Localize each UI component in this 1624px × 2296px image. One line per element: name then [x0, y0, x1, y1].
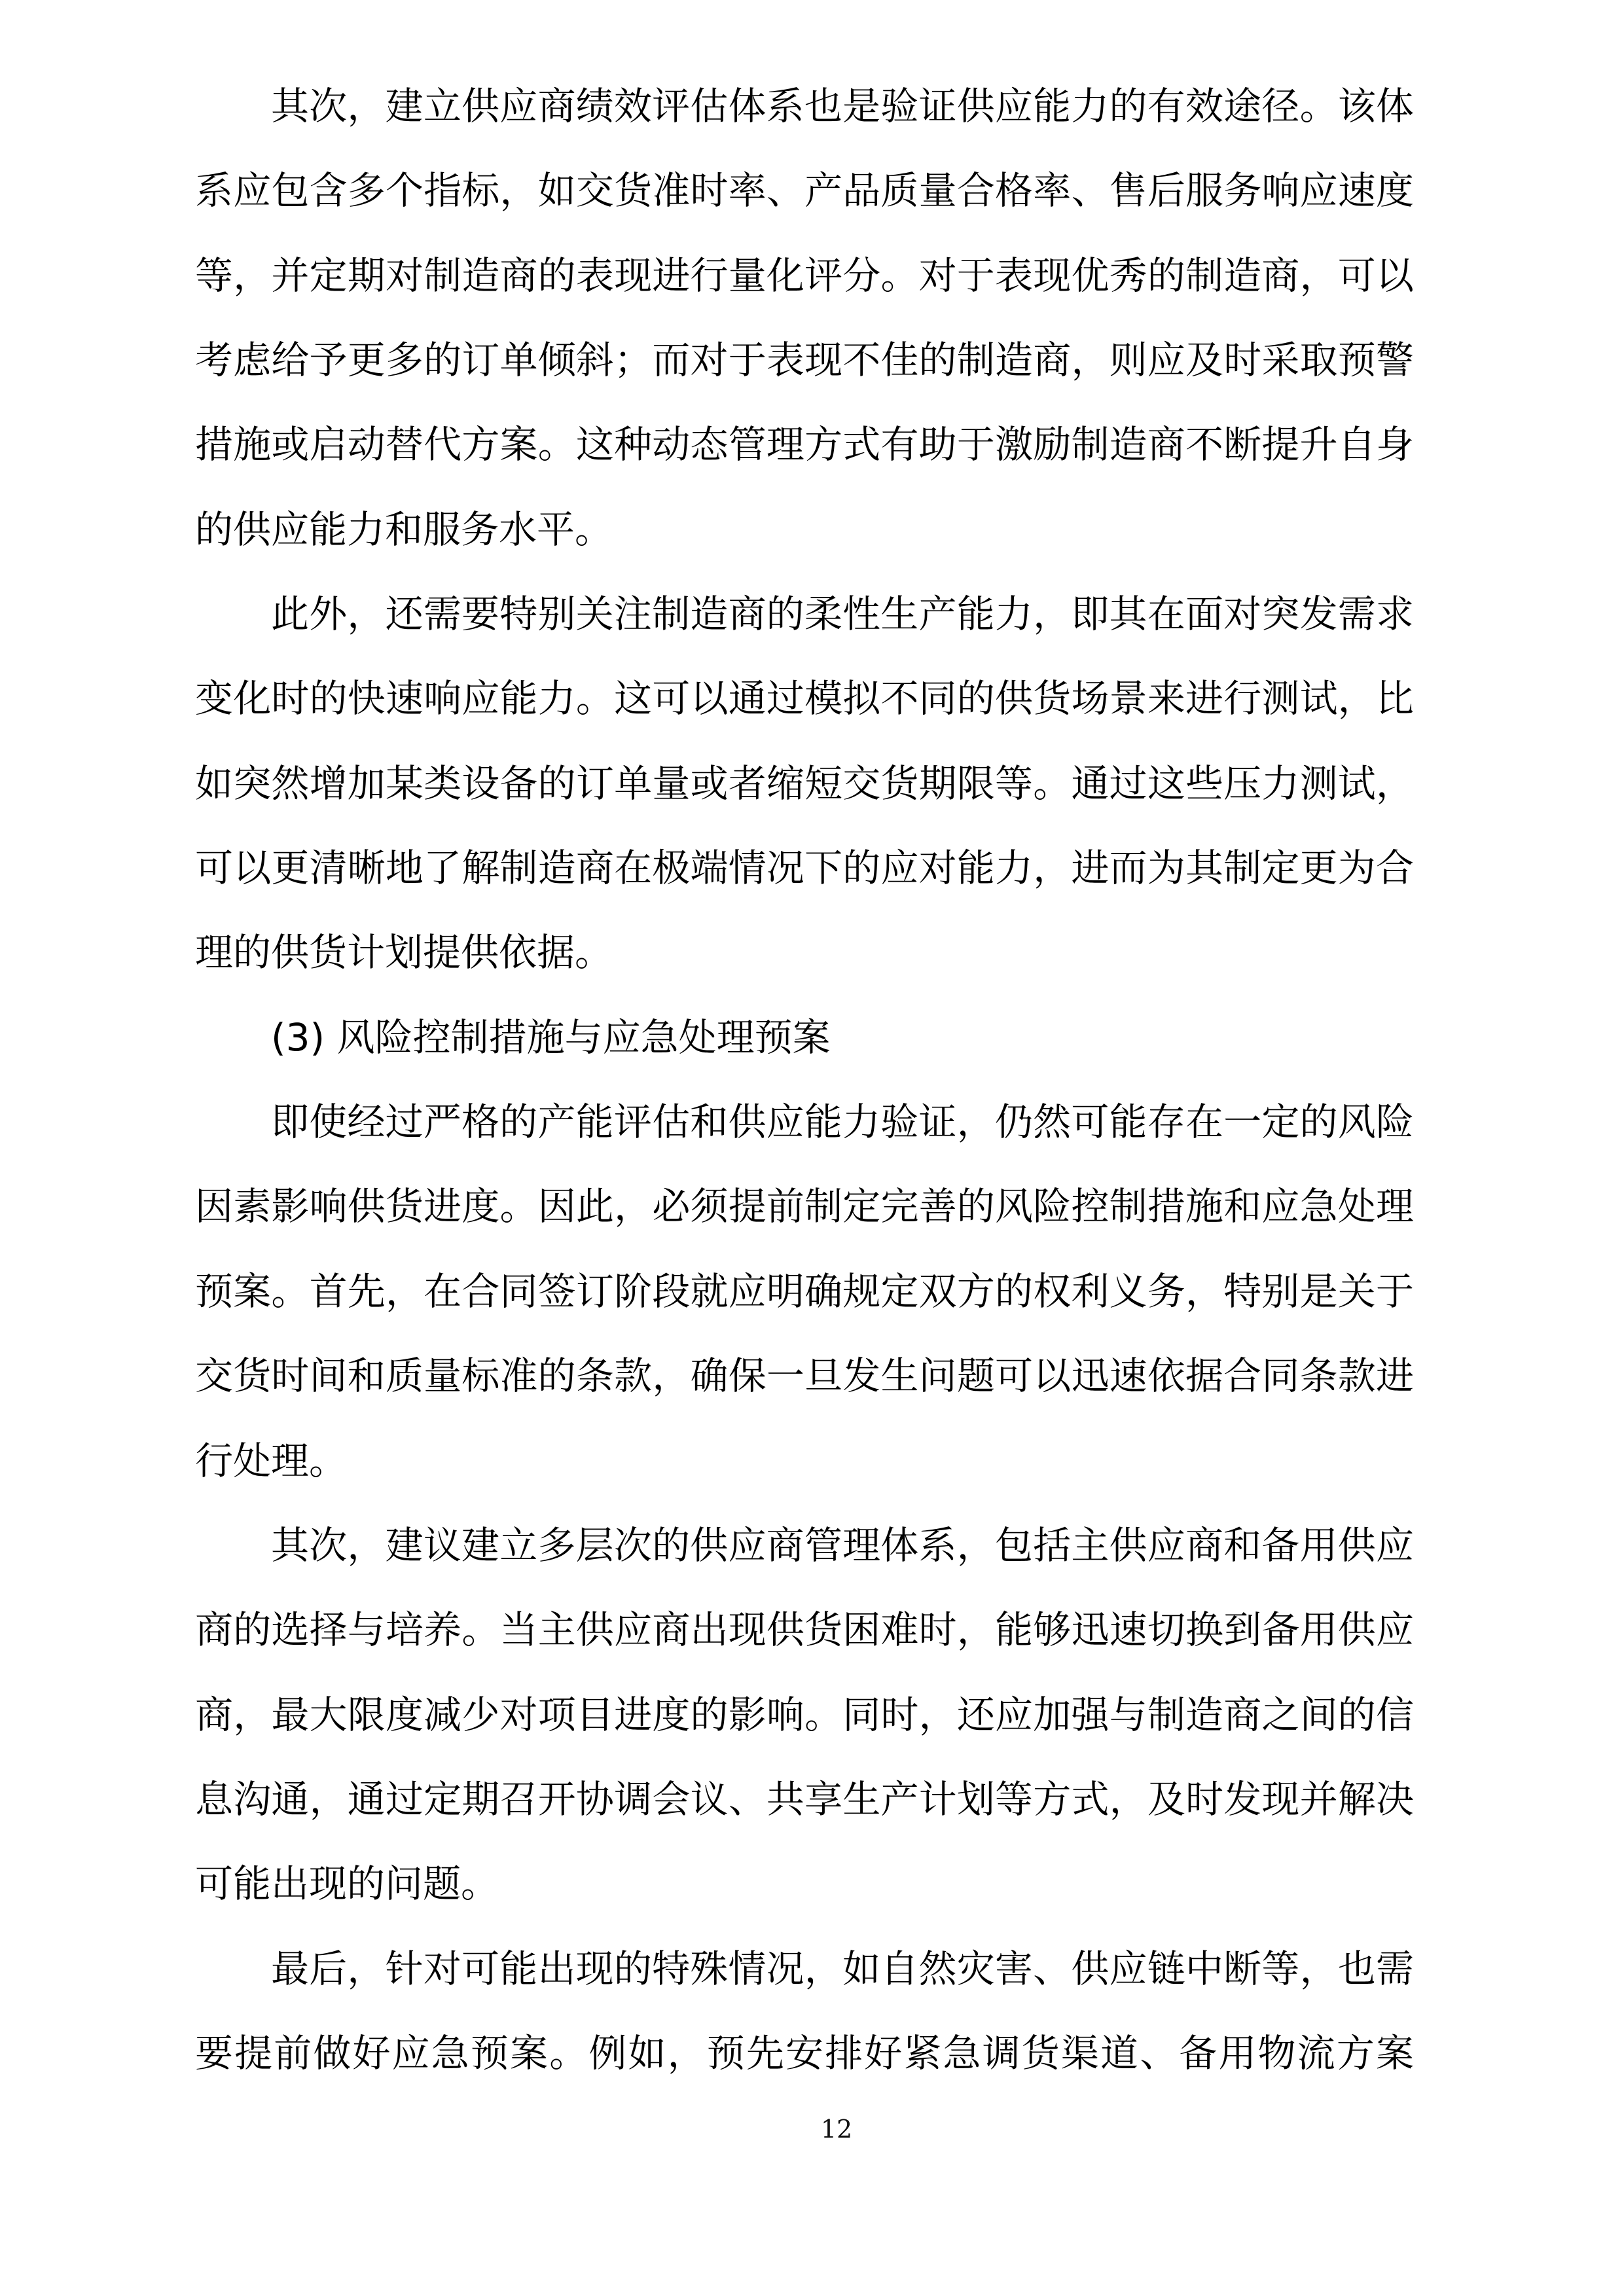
paragraph-1-line-6: 的供应能力和服务水平。 [195, 507, 613, 552]
paragraph-5-line-2: 要提前做好应急预案。例如，预先安排好紧急调货渠道、备用物流方案 [195, 2030, 1414, 2075]
paragraph-3-line-1: 即使经过严格的产能评估和供应能力验证，仍然可能存在一定的风险 [271, 1100, 1414, 1145]
paragraph-1-line-2: 系应包含多个指标，如交货准时率、产品质量合格率、售后服务响应速度 [195, 168, 1414, 213]
paragraph-1-line-5: 措施或启动替代方案。这种动态管理方式有助于激励制造商不断提升自身 [195, 422, 1414, 467]
paragraph-2-line-1: 此外，还需要特别关注制造商的柔性生产能力，即其在面对突发需求 [271, 592, 1414, 637]
paragraph-3-line-2: 因素影响供货进度。因此，必须提前制定完善的风险控制措施和应急处理 [195, 1184, 1414, 1229]
paragraph-2-line-2: 变化时的快速响应能力。这可以通过模拟不同的供货场景来进行测试，比 [195, 676, 1414, 721]
paragraph-1-line-4: 考虑给予更多的订单倾斜；而对于表现不佳的制造商，则应及时采取预警 [195, 338, 1414, 383]
page-number: 12 [820, 2115, 853, 2144]
section-heading [195, 996, 1414, 1080]
paragraph-4-line-4: 息沟通，通过定期召开协调会议、共享生产计划等方式，及时发现并解决 [195, 1776, 1414, 1821]
paragraph-2-line-3: 如突然增加某类设备的订单量或者缩短交货期限等。通过这些压力测试， [195, 761, 1414, 806]
paragraph-4-line-1: 其次，建议建立多层次的供应商管理体系，包括主供应商和备用供应 [271, 1522, 1414, 1568]
paragraph-4-line-2: 商的选择与培养。当主供应商出现供货困难时，能够迅速切换到备用供应 [195, 1607, 1414, 1653]
section-title: 风险控制措施与应急处理预案 [336, 1014, 831, 1060]
body-text [195, 64, 1414, 2096]
paragraph-4-line-3: 商，最大限度减少对项目进度的影响。同时，还应加强与制造商之间的信 [195, 1692, 1414, 1737]
paragraph-3-line-5: 行处理。 [195, 1438, 348, 1483]
paragraph-3-line-4: 交货时间和质量标准的条款，确保一旦发生问题可以迅速依据合同条款进 [195, 1354, 1414, 1399]
paragraph-1-line-1: 其次，建立供应商绩效评估体系也是验证供应能力的有效途径。该体 [271, 84, 1414, 128]
paragraph-4-line-5: 可能出现的问题。 [195, 1861, 499, 1907]
paragraph-1-line-3: 等，并定期对制造商的表现进行量化评分。对于表现优秀的制造商，可以 [195, 253, 1414, 298]
paragraph-5-line-1: 最后，针对可能出现的特殊情况，如自然灾害、供应链中断等，也需 [271, 1946, 1414, 1991]
section-number: (3) [271, 1014, 325, 1060]
paragraph-3-line-3: 预案。首先，在合同签订阶段就应明确规定双方的权利义务，特别是关于 [195, 1268, 1414, 1314]
paragraph-2-line-5: 理的供货计划提供依据。 [195, 930, 613, 975]
paragraph-2-line-4: 可以更清晰地了解制造商在极端情况下的应对能力，进而为其制定更为合 [195, 846, 1414, 891]
